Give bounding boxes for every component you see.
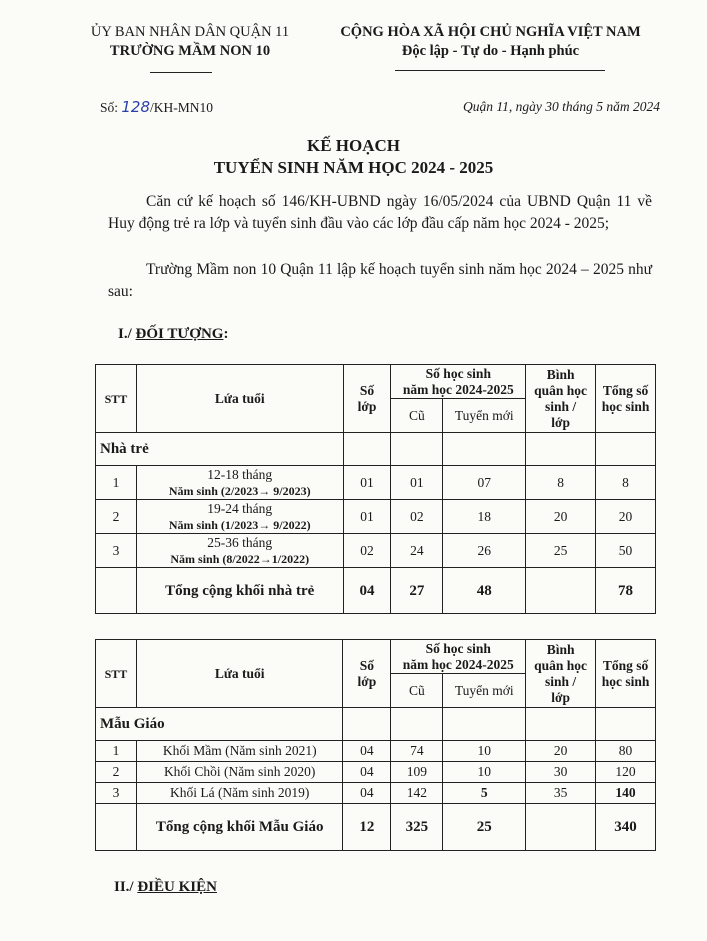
group-label: Mẫu Giáo: [96, 708, 343, 741]
cell-total: 120: [596, 762, 656, 783]
table-row: [96, 783, 656, 804]
header-classes-line: Số: [359, 657, 375, 673]
total-classes: 04: [343, 568, 391, 614]
cell-new: 10: [443, 762, 526, 783]
cell-stt: 2: [96, 762, 137, 783]
national-name: CỘNG HÒA XÃ HỘI CHỦ NGHĨA VIỆT NAM: [340, 24, 641, 40]
cell-stt: 2: [96, 500, 137, 534]
table-row: [96, 534, 656, 568]
enrollment-table-nursery: [95, 364, 656, 614]
cell-new: 07: [443, 466, 526, 500]
header-new: Tuyển mới: [443, 674, 526, 708]
cell-age: Khối Lá (Năm sinh 2019): [136, 783, 343, 804]
header-total-line: học sinh: [601, 673, 650, 689]
cell-age: [136, 466, 343, 500]
cell-stt: 1: [96, 741, 137, 762]
header-old: Cũ: [391, 399, 443, 433]
school-name: TRƯỜNG MẦM NON 10: [109, 43, 271, 59]
header-total-line: Tổng số: [602, 657, 649, 673]
header-students-line: Số học sinh: [425, 640, 491, 656]
section-heading-1: [118, 326, 228, 343]
age-range: 25-36 tháng: [207, 534, 273, 550]
table-row: [96, 741, 656, 762]
cell-old: 109: [391, 762, 443, 783]
doc-number: [100, 98, 213, 116]
header-age: Lứa tuổi: [136, 640, 343, 708]
cell-old: 142: [391, 783, 443, 804]
header-total-line: học sinh: [601, 398, 650, 414]
section-colon: :: [223, 326, 229, 342]
cell-old: 02: [391, 500, 443, 534]
cell-average: 8: [526, 466, 596, 500]
agency-header: [70, 23, 310, 61]
title-line-1: KẾ HOẠCH: [306, 136, 401, 155]
cell-old: 24: [391, 534, 443, 568]
section-number: I./: [118, 326, 136, 342]
table-cell: [526, 708, 596, 741]
age-range: 19-24 tháng: [207, 500, 273, 516]
header-total: [596, 365, 656, 433]
header-average-line: lớp: [551, 414, 570, 430]
header-students-line: năm học 2024-2025: [402, 381, 514, 397]
cell-old: 74: [391, 741, 443, 762]
cell-average: 35: [526, 783, 596, 804]
group-label: Nhà trẻ: [96, 433, 344, 466]
total-total: 78: [596, 568, 656, 614]
total-total: 340: [596, 804, 656, 851]
national-header: [318, 23, 663, 61]
cell-classes: 04: [343, 762, 391, 783]
birth-range: Năm sinh (2/2023→ 9/2023): [168, 483, 311, 498]
paragraph-basis: Căn cứ kế hoạch số 146/KH-UBND ngày 16/05/2024 của UBND Quận 11 về Huy động trẻ ra lớp và tuyển sinh đầu vào các lớp đầu cấp năm học 2024 - 2025;: [108, 193, 652, 232]
table-total-row: [96, 568, 656, 614]
cell-average: 20: [526, 500, 596, 534]
header-students-line: Số học sinh: [425, 365, 491, 381]
cell-classes: 04: [343, 783, 391, 804]
total-average: [526, 804, 596, 851]
header-average: [526, 640, 596, 708]
cell-average: 25: [526, 534, 596, 568]
cell-average: 30: [526, 762, 596, 783]
cell-age: [136, 534, 343, 568]
cell-total: 140: [596, 783, 656, 804]
table-cell: [391, 708, 443, 741]
handwritten-number: 128: [121, 98, 151, 116]
enrollment-table-kindergarten: [95, 639, 656, 851]
header-total-line: Tổng số: [602, 382, 649, 398]
table-cell: [343, 433, 391, 466]
header-classes-line: lớp: [357, 398, 377, 414]
cell-age: Khối Mầm (Năm sinh 2021): [136, 741, 343, 762]
total-label: Tổng cộng khối Mẫu Giáo: [136, 804, 343, 851]
table-group-row: [96, 708, 656, 741]
age-range: 12-18 tháng: [207, 466, 273, 482]
place-date: Quận 11, ngày 30 tháng 5 năm 2024: [463, 99, 660, 114]
table-cell: [443, 708, 526, 741]
table-row: [96, 500, 656, 534]
header-average: [526, 365, 596, 433]
header-average-line: Bình: [546, 366, 575, 382]
total-old: 27: [391, 568, 443, 614]
cell-new: 26: [443, 534, 526, 568]
table-cell: [443, 433, 526, 466]
header-students: [391, 365, 526, 399]
header-old: Cũ: [391, 674, 443, 708]
title-line-2: TUYỂN SINH NĂM HỌC 2024 - 2025: [213, 158, 494, 177]
cell-old: 01: [391, 466, 443, 500]
total-label: Tổng cộng khối nhà trẻ: [136, 568, 343, 614]
cell-new: 5: [443, 783, 526, 804]
agency-name: ỦY BAN NHÂN DÂN QUẬN 11: [90, 24, 290, 40]
cell-new: 10: [443, 741, 526, 762]
cell-total: 20: [596, 500, 656, 534]
header-average-line: quân học: [534, 657, 588, 673]
header-average-line: Bình: [546, 641, 575, 657]
table-cell: [596, 708, 656, 741]
header-average-line: sinh /: [545, 398, 577, 414]
table-row: [96, 762, 656, 783]
table-header-row: [96, 640, 656, 674]
total-old: 325: [391, 804, 443, 851]
header-students: [391, 640, 526, 674]
header-average-line: sinh /: [545, 673, 577, 689]
table-cell: [343, 708, 391, 741]
header-classes-line: Số: [359, 382, 375, 398]
header-classes: [343, 640, 391, 708]
header-stt: STT: [96, 640, 137, 708]
cell-classes: 02: [343, 534, 391, 568]
cell-classes: 01: [343, 466, 391, 500]
cell-total: 8: [596, 466, 656, 500]
header-average-line: lớp: [551, 689, 570, 705]
header-new: Tuyển mới: [443, 399, 526, 433]
header-classes-line: lớp: [357, 673, 377, 689]
doc-number-prefix: Số:: [100, 100, 122, 115]
table-cell: [391, 433, 443, 466]
cell-classes: 01: [343, 500, 391, 534]
table-row: [96, 466, 656, 500]
table-total-row: [96, 804, 656, 851]
cell-total: 50: [596, 534, 656, 568]
header-average-line: quân học: [534, 382, 588, 398]
birth-range: Năm sinh (8/2022→1/2022): [170, 551, 310, 566]
cell-total: 80: [596, 741, 656, 762]
cell-new: 18: [443, 500, 526, 534]
header-total: [596, 640, 656, 708]
national-motto: Độc lập - Tự do - Hạnh phúc: [401, 43, 580, 59]
table-header-row: [96, 365, 656, 399]
birth-range: Năm sinh (1/2023→ 9/2022): [168, 517, 311, 532]
section-number: II./: [114, 879, 138, 895]
header-classes: [343, 365, 391, 433]
table-cell: [596, 433, 656, 466]
header-age: Lứa tuổi: [136, 365, 343, 433]
divider: [150, 72, 212, 73]
cell-stt: 1: [96, 466, 137, 500]
header-students-line: năm học 2024-2025: [402, 656, 514, 672]
total-classes: 12: [343, 804, 391, 851]
cell-average: 20: [526, 741, 596, 762]
header-stt: STT: [96, 365, 137, 433]
section-title: ĐIỀU KIỆN: [137, 879, 217, 895]
divider: [395, 70, 605, 71]
section-title: ĐỐI TƯỢNG: [135, 326, 224, 342]
section-heading-2: [114, 879, 217, 896]
paragraph-plan: Trường Mầm non 10 Quận 11 lập kế hoạch tuyển sinh năm học 2024 – 2025 như sau:: [108, 261, 652, 300]
table-cell: [526, 433, 596, 466]
total-new: 25: [443, 804, 526, 851]
page-title: [0, 135, 707, 179]
cell-stt: 3: [96, 534, 137, 568]
table-group-row: [96, 433, 656, 466]
cell-age: [136, 500, 343, 534]
table-cell: [96, 568, 137, 614]
total-new: 48: [443, 568, 526, 614]
cell-stt: 3: [96, 783, 137, 804]
total-average: [526, 568, 596, 614]
doc-number-suffix: /KH-MN10: [150, 100, 214, 115]
cell-age: Khối Chồi (Năm sinh 2020): [136, 762, 343, 783]
table-cell: [96, 804, 137, 851]
cell-classes: 04: [343, 741, 391, 762]
